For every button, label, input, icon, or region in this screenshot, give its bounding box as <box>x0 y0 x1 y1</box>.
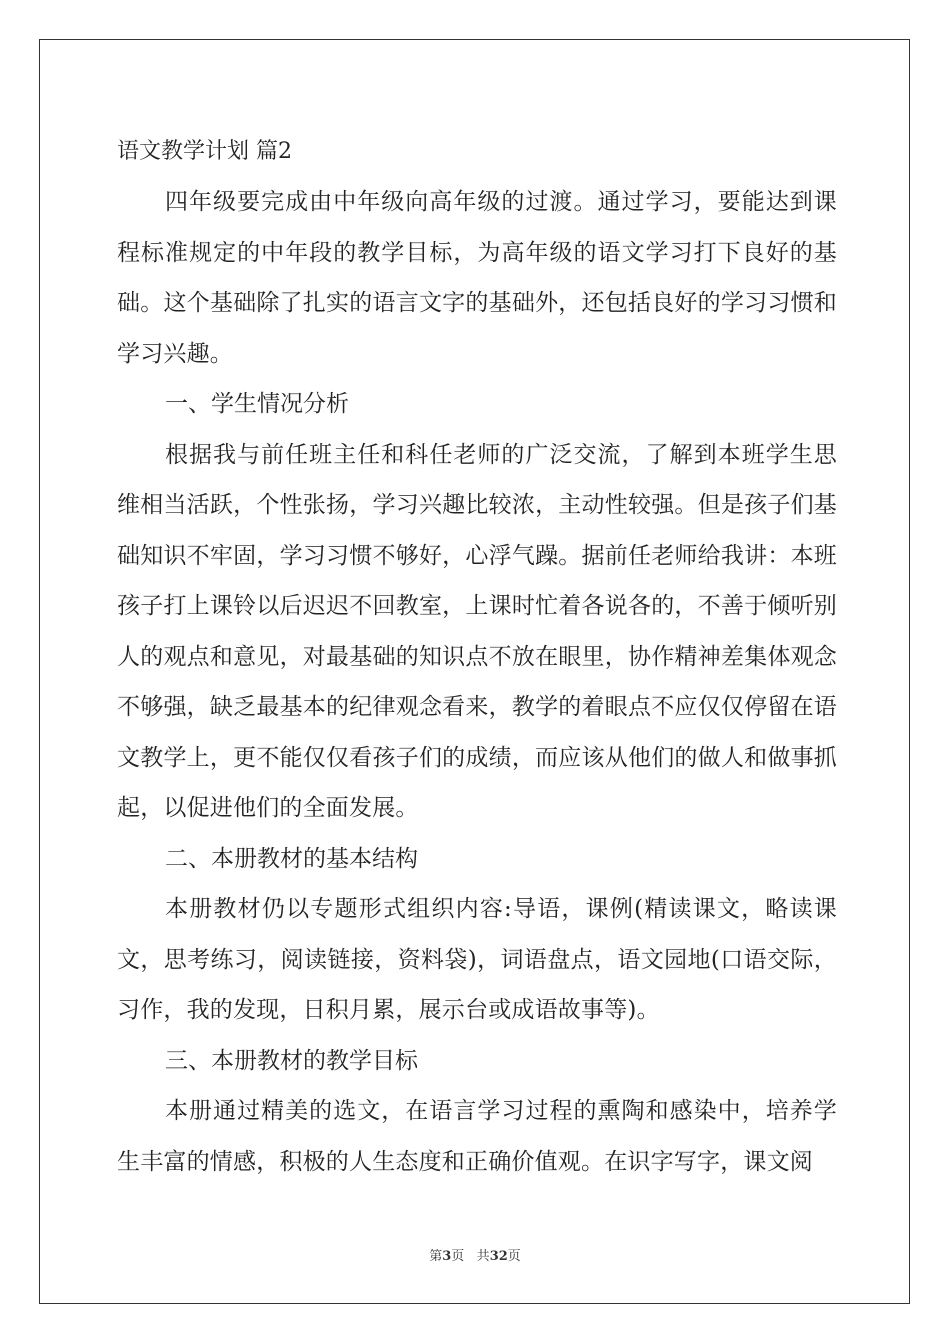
document-body <box>117 127 837 1187</box>
total-prefix: 共 <box>476 1249 490 1264</box>
section-heading-textbook-structure: 二、本册教材的基本结构 <box>165 845 418 872</box>
page-prefix: 第 <box>429 1249 443 1264</box>
section-heading-teaching-goals: 三、本册教材的教学目标 <box>165 1047 418 1074</box>
total-suffix: 页 <box>507 1249 521 1264</box>
paragraph-intro: 四年级要完成由中年级向高年级的过渡。通过学习，要能达到课程标准规定的中年段的教学目标，为高年级的语文学习打下良好的基础。这个基础除了扎实的语言文字的基础外，还包括良好的学习习惯和学习兴趣。 <box>117 189 837 367</box>
paragraph-textbook-structure: 本册教材仍以专题形式组织内容:导语，课例(精读课文，略读课文，思考练习，阅读链接，资料袋)，词语盘点，语文园地(口语交际，习作，我的发现，日积月累，展示台或成语故事等)。 <box>117 896 837 1023</box>
document-title: 语文教学计划 篇2 <box>117 139 292 164</box>
section-heading-student-analysis: 一、学生情况分析 <box>165 391 349 417</box>
paragraph-student-analysis: 根据我与前任班主任和科任老师的广泛交流，了解到本班学生思维相当活跃，个性张扬，学习兴趣比较浓，主动性较强。但是孩子们基础知识不牢固，学习习惯不够好，心浮气躁。据前任老师给我讲：本班孩子打上课铃以后迟迟不回教室，上课时忙着各说各的，不善于倾听别人的观点和意见，对最基础的知识点不放在眼里，协作精神差集体观念不够强，缺乏最基本的纪律观念看来，教学的着眼点不应仅仅停留在语文教学上，更不能仅仅看孩子们的成绩，而应该从他们的做人和做事抓起，以促进他们的全面发展。 <box>117 441 837 821</box>
page-footer <box>0 1247 950 1267</box>
paragraph-teaching-goals: 本册通过精美的选文，在语言学习过程的熏陶和感染中，培养学生丰富的情感，积极的人生态度和正确价值观。在识字写字，课文阅 <box>117 1098 837 1175</box>
page-suffix: 页 <box>451 1249 465 1264</box>
page-number: 3 <box>442 1249 452 1264</box>
total-pages: 32 <box>489 1249 508 1264</box>
